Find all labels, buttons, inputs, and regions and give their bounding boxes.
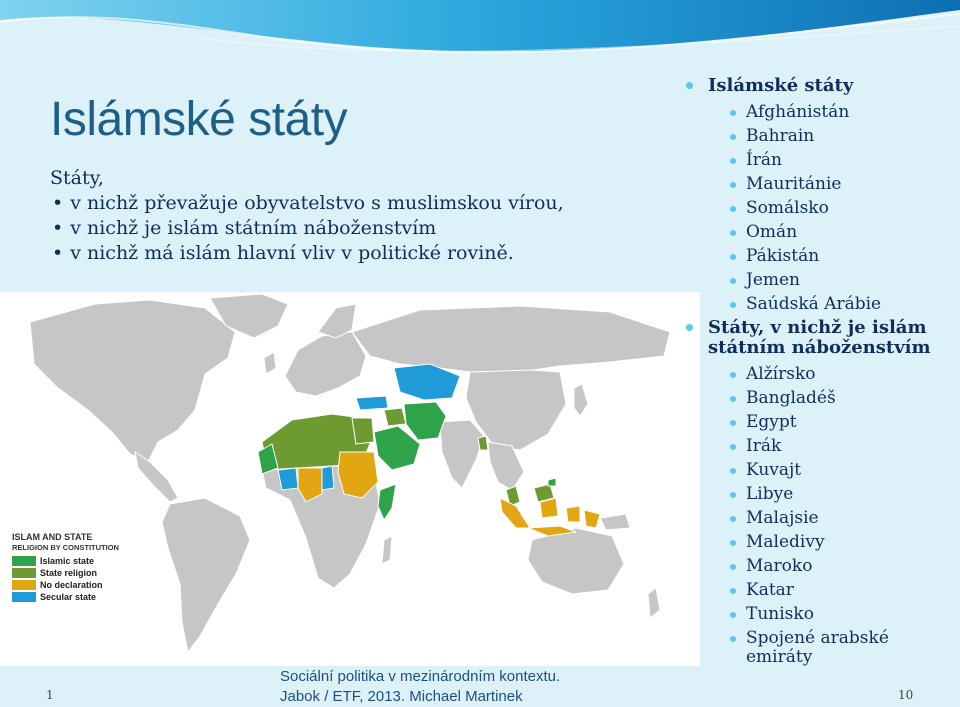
intro-list [50, 191, 564, 266]
legend-item [12, 580, 119, 590]
state-item: Omán [680, 220, 955, 244]
legend-label: Secular state [40, 592, 97, 602]
legend-subtitle: RELIGION BY CONSTITUTION [12, 543, 119, 552]
intro-item: • v nichž je islám státním náboženstvím [50, 216, 564, 241]
state-item: Jemen [680, 268, 955, 292]
legend-swatch [12, 568, 36, 578]
state-item: Bahrain [680, 124, 955, 148]
islamic-states-list [680, 100, 955, 316]
state-item: Maledivy [680, 530, 955, 554]
category-state-religion: Státy, v nichž je islám státním náboženstvím [680, 318, 955, 358]
legend-item [12, 592, 119, 602]
state-item: Alžírsko [680, 362, 955, 386]
legend-item [12, 568, 119, 578]
state-item: Afghánistán [680, 100, 955, 124]
slide-title: Islámské státy [50, 93, 348, 146]
state-item: Egypt [680, 410, 955, 434]
state-item: Tunisko [680, 602, 955, 626]
state-item: Spojené arabské emiráty [680, 626, 955, 667]
footer-slide-number: 1 [46, 688, 54, 702]
map-legend [12, 532, 119, 604]
legend-label: State religion [40, 568, 98, 578]
states-list-panel [680, 76, 955, 667]
state-item: Libye [680, 482, 955, 506]
footer-page-number: 10 [898, 688, 914, 702]
legend-title: ISLAM AND STATE [12, 532, 93, 542]
world-map [0, 292, 700, 666]
state-item: Írán [680, 148, 955, 172]
world-map-panel [0, 292, 700, 666]
footer-line: Sociální politika v mezinárodním kontextu. [280, 668, 561, 685]
intro-lead: Státy, [50, 167, 104, 189]
state-religion-list [680, 362, 955, 667]
legend-item [12, 556, 119, 566]
state-item: Pákistán [680, 244, 955, 268]
legend-label: No declaration [40, 580, 103, 590]
state-item: Somálsko [680, 196, 955, 220]
state-item: Saúdská Arábie [680, 292, 955, 316]
state-item: Kuvajt [680, 458, 955, 482]
legend-swatch [12, 592, 36, 602]
legend-label: Islamic state [40, 556, 95, 566]
footer-line: Jabok / ETF, 2013. Michael Martinek [280, 688, 523, 705]
state-item: Irák [680, 434, 955, 458]
state-item: Malajsie [680, 506, 955, 530]
intro-item: • v nichž má islám hlavní vliv v politické rovině. [50, 241, 564, 266]
state-item: Mauritánie [680, 172, 955, 196]
legend-swatch [12, 556, 36, 566]
header-band [0, 0, 960, 80]
state-item: Bangladéš [680, 386, 955, 410]
footer-credit [280, 667, 560, 707]
state-item: Katar [680, 578, 955, 602]
legend-swatch [12, 580, 36, 590]
intro-text [50, 166, 564, 266]
state-item: Maroko [680, 554, 955, 578]
category-islamic-states: Islámské státy [680, 76, 955, 96]
intro-item: • v nichž převažuje obyvatelstvo s muslimskou vírou, [50, 191, 564, 216]
